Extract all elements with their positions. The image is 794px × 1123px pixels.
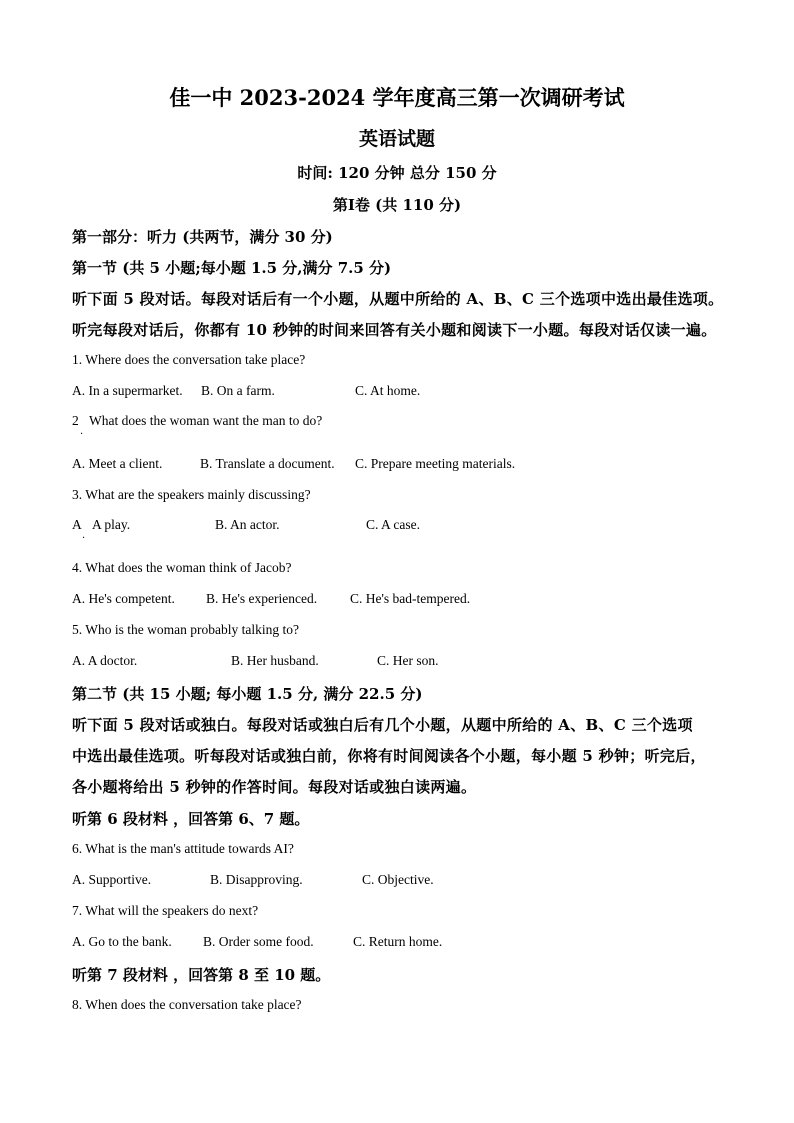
section-one-header: 第一节 (共 5 小题;每小题 1.5 分,满分 7.5 分) <box>72 259 392 277</box>
question-2-option-b: B. Translate a document. <box>200 456 335 471</box>
question-2-dot: · <box>80 429 84 440</box>
question-8-stem: 8. When does the conversation take place? <box>72 997 302 1012</box>
material-7-header: 听第 7 段材料 ，回答第 8 至 10 题。 <box>72 966 331 984</box>
question-7-option-b: B. Order some food. <box>203 934 314 949</box>
question-2-option-a: A. Meet a client. <box>72 456 163 471</box>
question-3-dot: · <box>82 533 86 544</box>
section-one-instruction-line-2: 听完每段对话后，你都有 10 秒钟的时间来回答有关小题和阅读下一小题。每段对话仅读一遍。 <box>72 321 717 339</box>
question-6-option-c: C. Objective. <box>362 872 434 887</box>
question-7-option-a: A. Go to the bank. <box>72 934 172 949</box>
question-6-stem: 6. What is the man's attitude towards AI? <box>72 841 294 856</box>
section-two-instruction-line-3: 各小题将给出 5 秒钟的作答时间。每段对话或独白读两遍。 <box>72 778 477 796</box>
question-5-option-a: A. A doctor. <box>72 653 138 668</box>
question-1-option-c: C. At home. <box>355 383 421 398</box>
question-1-option-b: B. On a farm. <box>201 383 275 398</box>
question-4-stem: 4. What does the woman think of Jacob? <box>72 560 292 575</box>
question-3-option-b: B. An actor. <box>215 517 280 532</box>
part-one-header: 第一部分：听力 (共两节，满分 30 分) <box>72 228 333 246</box>
exam-subtitle: 英语试题 <box>358 128 435 150</box>
question-5-stem: 5. Who is the woman probably talking to? <box>72 622 299 637</box>
question-4-option-b: B. He's experienced. <box>206 591 318 606</box>
question-1-option-a: A. In a supermarket. <box>72 383 183 398</box>
section-two-header: 第二节 (共 15 小题; 每小题 1.5 分, 满分 22.5 分) <box>72 685 423 703</box>
question-2-stem: What does the woman want the man to do? <box>89 413 323 428</box>
question-7-stem: 7. What will the speakers do next? <box>72 903 259 918</box>
question-6-option-a: A. Supportive. <box>72 872 152 887</box>
volume-label: 第Ⅰ卷 (共 110 分) <box>332 196 462 214</box>
question-4-option-c: C. He's bad-tempered. <box>350 591 471 606</box>
exam-title: 佳一中 2023-2024 学年度高三第一次调研考试 <box>169 85 625 110</box>
question-7-option-c: C. Return home. <box>353 934 443 949</box>
question-4-option-a: A. He's competent. <box>72 591 175 606</box>
time-info: 时间: 120 分钟 总分 150 分 <box>297 164 497 182</box>
question-1-stem: 1. Where does the conversation take place? <box>72 352 306 367</box>
material-6-header: 听第 6 段材料 ，回答第 6、7 题。 <box>72 810 310 828</box>
section-two-instruction-line-1: 听下面 5 段对话或独白。每段对话或独白后有几个小题，从题中所给的 A、B、C 三个选项 <box>72 716 693 734</box>
question-5-option-c: C. Her son. <box>377 653 439 668</box>
question-3-stem: 3. What are the speakers mainly discussing? <box>72 487 311 502</box>
question-5-option-b: B. Her husband. <box>231 653 319 668</box>
question-3-option-c: C. A case. <box>366 517 420 532</box>
section-two-instruction-line-2: 中选出最佳选项。听每段对话或独白前，你将有时间阅读各个小题，每小题 5 秒钟；听完后， <box>72 747 706 765</box>
question-2-number: 2 <box>72 413 79 428</box>
question-6-option-b: B. Disapproving. <box>210 872 303 887</box>
question-3-option-a: A play. <box>92 517 131 532</box>
section-one-instruction-line-1: 听下面 5 段对话。每段对话后有一个小题，从题中所给的 A、B、C 三个选项中选出最佳选项。 <box>72 290 724 308</box>
question-2-option-c: C. Prepare meeting materials. <box>355 456 516 471</box>
question-3-option-a-letter: A <box>72 517 82 532</box>
